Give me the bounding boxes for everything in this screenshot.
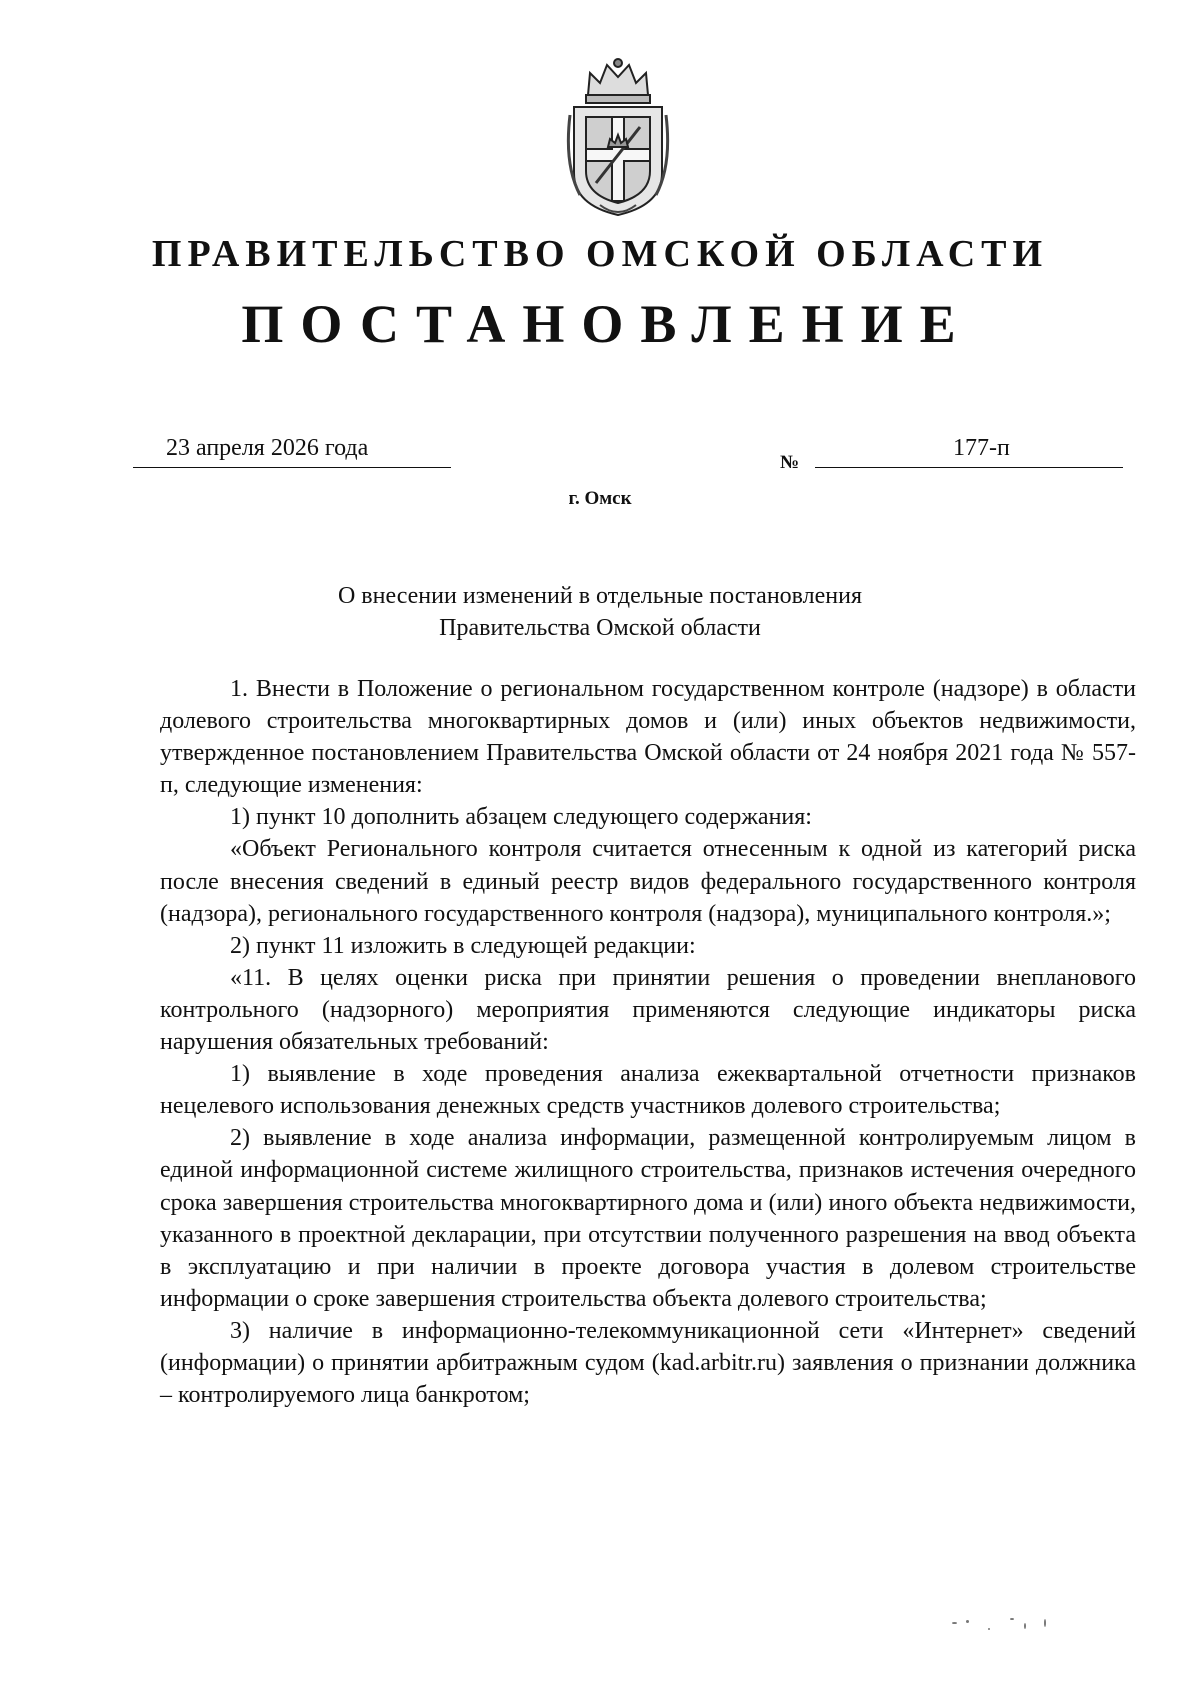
title-line-2: Правительства Омской области — [439, 615, 761, 641]
paragraph-8: 3) наличие в информационно-телекоммуникационной сети «Интернет» сведений (информации) о принятии арбитражным судом (kad.arbitr.ru) заявления о признании должника – контролируемого лица банкротом; — [160, 1317, 1136, 1409]
scan-artifact — [948, 1614, 1058, 1636]
document-date: 23 апреля 2026 года — [166, 435, 369, 461]
document-number: 177-п — [953, 435, 1010, 461]
paragraph-1: 1. Внести в Положение о региональном государственном контроле (надзоре) в области долевого строительства многоквартирных домов и (или) иных объектов недвижимости, утвержденное постановлением Правительства Омской области от 24 ноября 2021 года № 557-п, следующие изменения: — [160, 676, 1136, 799]
document-type: ПОСТАНОВЛЕНИЕ — [241, 294, 973, 354]
document-body — [160, 673, 1136, 1411]
date-field — [133, 437, 451, 468]
title-line-1: О внесении изменений в отдельные постановления — [337, 583, 863, 609]
paragraph-7: 2) выявление в ходе анализа информации, размещенной контролируемым лицом в единой информационной системе жилищного строительства, признаков истечения очередного срока завершения строительства многоквартирного дома и (или) иного объекта недвижимости, указанного в проектной декларации, при отсутствии полученного разрешения на ввод объекта в эксплуатацию и при наличии в проекте договора участия в долевом строительстве информации о сроке завершения строительства объекта долевого строительства; — [160, 1125, 1136, 1312]
city: г. Омск — [568, 488, 632, 509]
number-field — [815, 437, 1123, 468]
paragraph-4: 2) пункт 11 изложить в следующей редакции: — [230, 932, 696, 959]
number-label: № — [780, 452, 800, 473]
document-title — [0, 580, 1200, 644]
paragraph-3: «Объект Регионального контроля считается отнесенным к одной из категорий риска после внесения сведений в единый реестр видов федерального государственного контроля (надзора), регионального государственного контроля (надзора), муниципального контроля.»; — [160, 836, 1136, 927]
paragraph-5: «11. В целях оценки риска при принятии решения о проведении внепланового контрольного (надзорного) мероприятия применяются следующие индикаторы риска нарушения обязательных требований: — [160, 964, 1136, 1056]
paragraph-2: 1) пункт 10 дополнить абзацем следующего содержания: — [230, 804, 812, 831]
omsk-oblast-coat-of-arms-icon — [560, 55, 676, 220]
organization-name: ПРАВИТЕЛЬСТВО ОМСКОЙ ОБЛАСТИ — [151, 233, 1049, 275]
paragraph-6: 1) выявление в ходе проведения анализа ежеквартальной отчетности признаков нецелевого использования денежных средств участников долевого строительства; — [160, 1061, 1136, 1120]
